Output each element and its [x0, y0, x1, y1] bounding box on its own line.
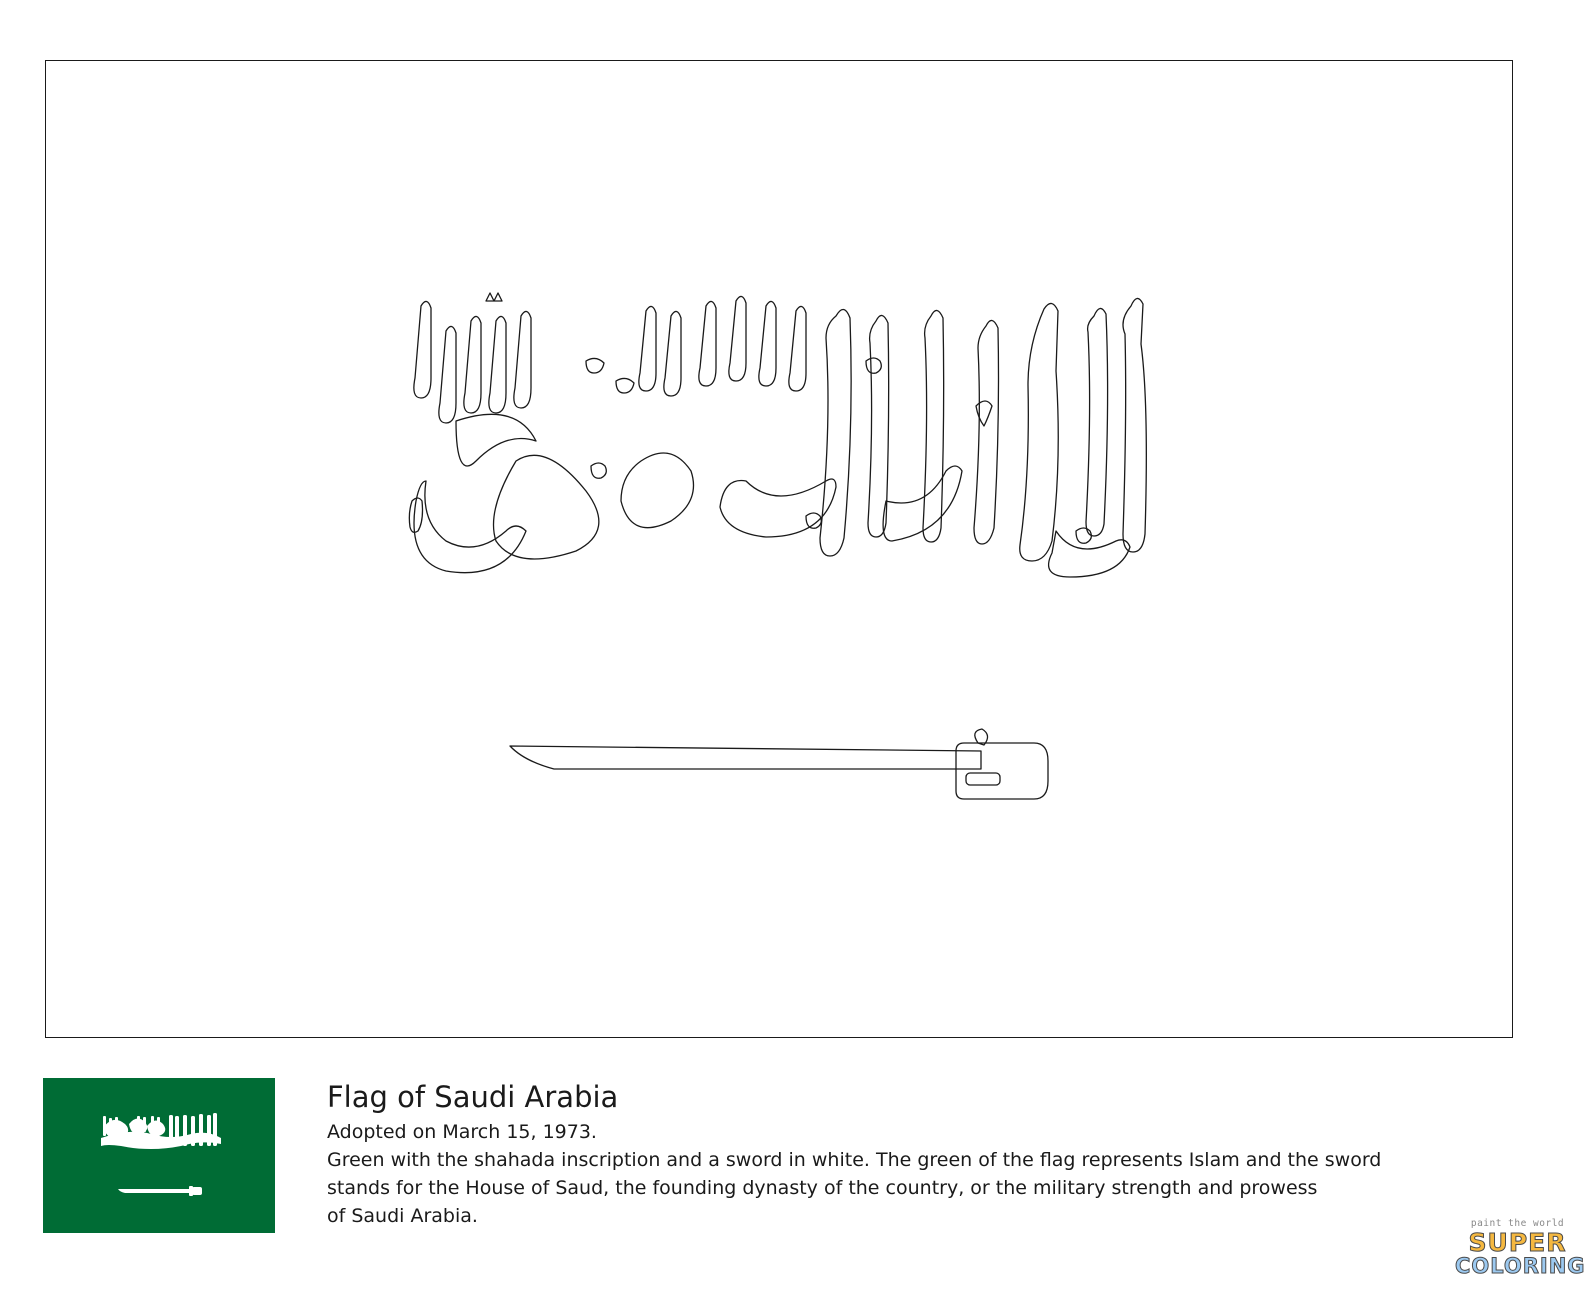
sword-outline	[510, 729, 1048, 799]
logo-tagline: paint the world	[1470, 1218, 1565, 1229]
flag-caption	[327, 1078, 1447, 1230]
coloring-flag-outline	[45, 60, 1513, 1038]
saudi-flag-thumbnail	[43, 1078, 275, 1233]
flag-green-field	[43, 1078, 275, 1233]
adopted-date: Adopted on March 15, 1973.	[327, 1121, 597, 1143]
logo-word-coloring: COLORING	[1455, 1254, 1586, 1278]
flag-title: Flag of Saudi Arabia	[327, 1080, 619, 1114]
saudi-flag-image	[43, 1078, 275, 1233]
description-line: Green with the shahada inscription and a sword in white. The green of the flag represents Islam and the sword	[327, 1149, 1382, 1171]
logo-word-super: SUPER	[1468, 1228, 1567, 1257]
shahada-calligraphy-outline	[409, 293, 1146, 577]
flag-outline-drawing	[46, 61, 1514, 1039]
super-coloring-logo[interactable]	[1455, 1218, 1586, 1294]
description-line: of Saudi Arabia.	[327, 1205, 478, 1227]
description-line: stands for the House of Saud, the founding dynasty of the country, or the military strength and prowess	[327, 1177, 1318, 1199]
